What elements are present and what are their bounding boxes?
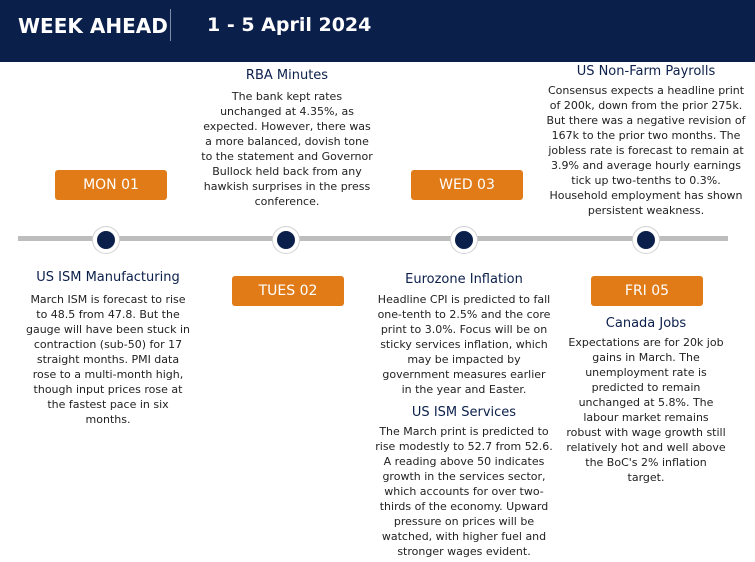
event-body-canada-jobs: Expectations are for 20k job gains in March. The unemployment rate is predicted to remain unchanged at 5.8%. The labour market remains robust with wage growth still relatively hot and well above the BoC's 2% inflation target. (566, 336, 726, 484)
event-title-us-nfp: US Non-Farm Payrolls (576, 64, 716, 79)
event-body-us-ism-manufacturing: March ISM is forecast to rise to 48.5 from 47.8. But the gauge will have been stuck in contraction (sub-50) for 17 straight months. PMI data rose to a multi-month high, though input prices rose at the fastest pace in six months. (25, 293, 191, 426)
event-body-us-ism-services: The March print is predicted to rise modestly to 52.7 from 52.6. A reading above 50 indicates growth in the services sector, which accounts for over two-thirds of the economy. Upward pressure on prices will be watched, with higher fuel and stronger wages evident. (375, 425, 553, 558)
timeline-node-tue (273, 227, 299, 253)
header-bar (0, 0, 755, 62)
timeline-node-wed (451, 227, 477, 253)
timeline-node-mon (93, 227, 119, 253)
event-title-canada-jobs: Canada Jobs (605, 316, 687, 331)
timeline-line (18, 236, 728, 241)
event-title-us-ism-services: US ISM Services (411, 405, 517, 420)
date-range: 1 - 5 April 2024 (207, 14, 372, 36)
day-badge-tue: TUES 02 (232, 276, 344, 306)
event-body-rba-minutes: The bank kept rates unchanged at 4.35%, as expected. However, there was a more balanced, dovish tone to the statement and Governor Bullock held back from any hawkish surprises in the press conference. (201, 90, 373, 208)
day-badge-fri: FRI 05 (591, 276, 703, 306)
event-body-eurozone-inflation: Headline CPI is predicted to fall one-tenth to 2.5% and the core print to 3.0%. Focus will be on sticky services inflation, which may be impacted by government measures earlier in the year and Easter. (377, 293, 551, 396)
event-title-eurozone-inflation: Eurozone Inflation (405, 272, 523, 287)
header-divider (170, 9, 171, 41)
event-title-rba-minutes: RBA Minutes (245, 68, 329, 83)
event-title-us-ism-manufacturing: US ISM Manufacturing (36, 270, 180, 285)
day-badge-wed: WED 03 (411, 170, 523, 200)
event-body-us-nfp: Consensus expects a headline print of 200k, down from the prior 275k. But there was a negative revision of 167k to the prior two months. The jobless rate is forecast to remain at 3.9% and average hourly earnings tick up two-tenths to 0.3%. Household employment has shown persistent weakness. (546, 84, 746, 217)
timeline-node-fri (633, 227, 659, 253)
page-title: WEEK AHEAD (18, 14, 168, 38)
day-badge-mon: MON 01 (55, 170, 167, 200)
